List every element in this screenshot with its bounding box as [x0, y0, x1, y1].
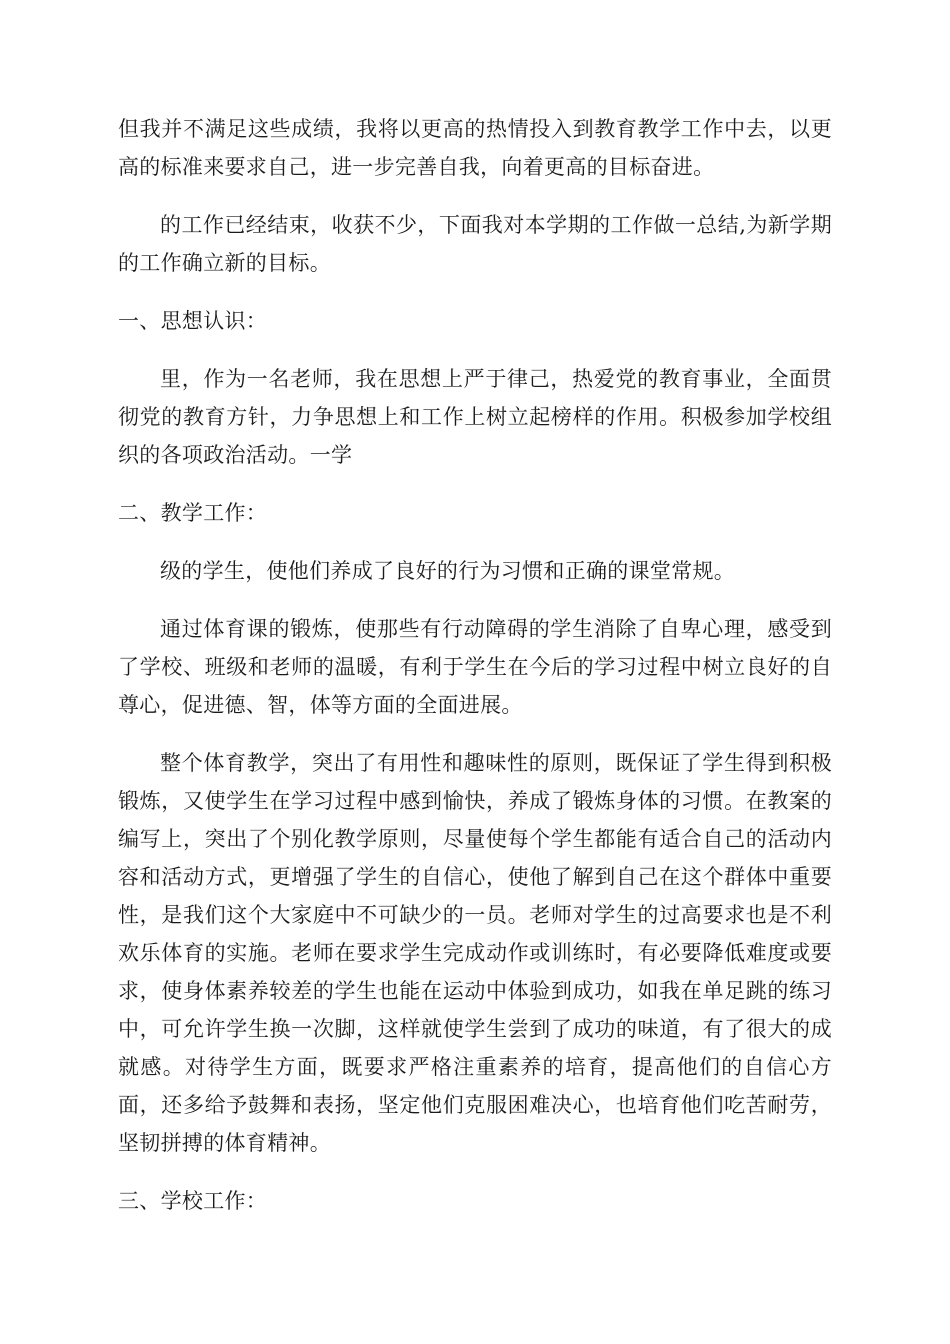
section-heading-school-work: 三、学校工作： — [118, 1189, 268, 1213]
paragraph-teaching-principles: 整个体育教学，突出了有用性和趣味性的原则，既保证了学生得到积极锻炼，又使学生在学习过程中感到愉快，养成了锻炼身体的习惯。在教案的编写上，突出了个别化教学原则，尽量使每个学生都能有适合自己的活动内容和活动方式，更增强了学生的自信心，使他了解到自己在这个群体中重要性，是我们这个大家庭中不可缺少的一员。老师对学生的过高要求也是不利欢乐体育的实施。老师在要求学生完成动作或训练时，有必要降低难度或要求，使身体素养较差的学生也能在运动中体验到成功，如我在单足跳的练习中，可允许学生换一次脚，这样就使学生尝到了成功的味道，有了很大的成就感。对待学生方面，既要求严格注重素养的培育，提高他们的自信心方面，还多给予鼓舞和表扬，坚定他们克服困难决心，也培育他们吃苦耐劳，坚韧拼搏的体育精神。 — [118, 751, 832, 1155]
paragraph-teaching-habits: 级的学生，使他们养成了良好的行为习惯和正确的课堂常规。 — [160, 559, 736, 583]
paragraph-term-summary: 的工作已经结束，收获不少，下面我对本学期的工作做一总结,为新学期的工作确立新的目标。 — [118, 213, 832, 275]
paragraph-intro: 但我并不满足这些成绩，我将以更高的热情投入到教育教学工作中去，以更高的标准来要求自己，进一步完善自我，向着更高的目标奋进。 — [118, 117, 832, 179]
section-heading-teaching: 二、教学工作： — [118, 501, 268, 525]
paragraph-ideology: 里，作为一名老师，我在思想上严于律己，热爱党的教育事业，全面贯彻党的教育方针，力争思想上和工作上树立起榜样的作用。积极参加学校组织的各项政治活动。一学 — [118, 367, 832, 467]
section-heading-ideology: 一、思想认识： — [118, 309, 268, 333]
paragraph-teaching-pe-benefits: 通过体育课的锻炼，使那些有行动障碍的学生消除了自卑心理，感受到了学校、班级和老师的温暖，有利于学生在今后的学习过程中树立良好的自尊心，促进德、智，体等方面的全面进展。 — [118, 617, 832, 717]
